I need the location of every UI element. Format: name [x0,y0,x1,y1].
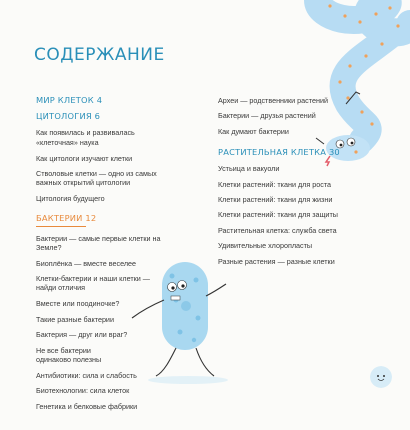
toc-item[interactable]: Удивительные хлоропласты [218,241,313,251]
toc-section-plant-cell[interactable]: РАСТИТЕЛЬНАЯ КЛЕТКА 30 [218,146,340,157]
toc-section-cytology[interactable]: ЦИТОЛОГИЯ 6 [36,111,101,122]
toc-item[interactable]: Как появилась и развивалась «клеточная» наука [36,128,135,147]
toc-item[interactable]: Бактерия — друг или враг? [36,330,128,340]
toc-item[interactable]: Вместе или поодиночке? [36,299,120,309]
page-corner-face-icon [370,366,392,388]
toc-item[interactable]: Клетки растений: ткани для защиты [218,210,338,220]
toc-item[interactable]: Бактерии — самые первые клетки на Земле? [36,233,161,252]
toc-item[interactable]: Устьица и вакуоли [218,164,280,174]
toc-item[interactable]: Антибиотики: сила и слабость [36,370,137,380]
toc-section-cell-world[interactable]: МИР КЛЕТОК 4 [36,95,103,105]
toc-item[interactable]: Как цитологи изучают клетки [36,153,133,163]
toc-item[interactable]: Биоплёнка — вместе веселее [36,258,137,268]
toc-item[interactable]: Клетки-бактерии и наши клетки — найди отличия [36,274,150,293]
toc-item[interactable]: Бактерии — друзья растений [218,111,316,121]
toc-item[interactable]: Генетика и белковые фабрики [36,401,138,411]
toc-item[interactable]: Не все бактерии одинаково полезны [36,345,102,364]
toc-item[interactable]: Растительная клетка: служба света [218,225,337,235]
page-title: СОДЕРЖАНИЕ [34,45,165,66]
toc-item[interactable]: Разные растения — разные клетки [218,256,335,266]
toc-item[interactable]: Стволовые клетки — одно из самых важных открытий цитологии [36,169,157,188]
toc-right-column [218,96,348,272]
toc-item[interactable]: Цитология будущего [36,194,105,204]
toc-item[interactable]: Клетки растений: ткани для жизни [218,194,333,204]
toc-item[interactable]: Клетки растений: ткани для роста [218,179,332,189]
toc-section-bacteria[interactable]: БАКТЕРИИ 12 [36,213,97,224]
toc-left-column [36,96,171,417]
toc-item[interactable]: Археи — родственники растений [218,96,328,105]
section-underline [36,226,86,227]
toc-item[interactable]: Такие разные бактерии [36,314,114,324]
toc-item[interactable]: Биотехнологии: сила клеток [36,386,130,396]
toc-item[interactable]: Как думают бактерии [218,126,289,136]
